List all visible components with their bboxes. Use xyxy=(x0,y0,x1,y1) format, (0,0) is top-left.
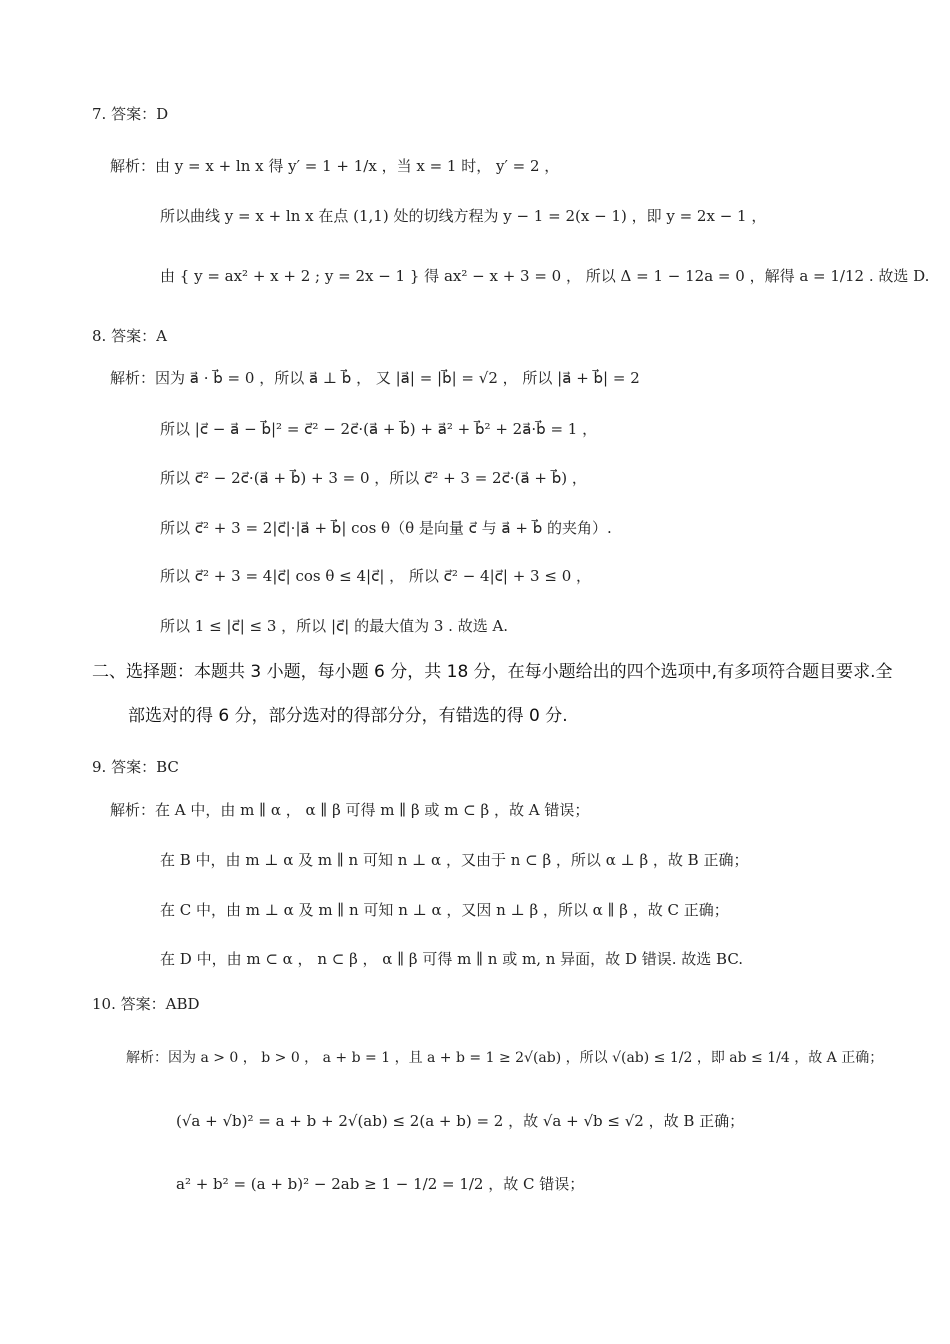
q8-analysis-line: 解析：因为 a⃗ · b⃗ = 0 ，所以 a⃗ ⊥ b⃗ ， 又 |a⃗| = |b⃗| = √2 ， 所以 |a⃗ + b⃗| = 2 xyxy=(110,369,640,387)
q10-analysis-line: (√a + √b)² = a + b + 2√(ab) ≤ 2(a + b) = 2 ，故 √a + √b ≤ √2 ，故 B 正确； xyxy=(176,1112,745,1130)
q9-analysis-line: 解析：在 A 中，由 m ∥ α ， α ∥ β 可得 m ∥ β 或 m ⊂ β ，故 A 错误； xyxy=(110,801,590,819)
q9-analysis-line: 在 C 中，由 m ⊥ α 及 m ∥ n 可知 n ⊥ α ，又因 n ⊥ β ，所以 α ∥ β ，故 C 正确； xyxy=(160,901,729,919)
section-heading: 二、选择题：本题共 3 小题，每小题 6 分，共 18 分，在每小题给出的四个选项中,有多项符合题目要求.全 xyxy=(92,662,893,682)
q9-analysis-line: 在 D 中，由 m ⊂ α ， n ⊂ β ， α ∥ β 可得 m ∥ n 或 m, n 异面，故 D 错误. 故选 BC. xyxy=(160,950,744,968)
q8-analysis-line: 所以 c⃗² + 3 = 4|c⃗| cos θ ≤ 4|c⃗| ， 所以 c⃗² − 4|c⃗| + 3 ≤ 0 ， xyxy=(160,567,592,585)
q8-answer: 8. 答案：A xyxy=(92,327,167,345)
q9-analysis-line: 在 B 中，由 m ⊥ α 及 m ∥ n 可知 n ⊥ α ，又由于 n ⊂ β ，所以 α ⊥ β ，故 B 正确； xyxy=(160,851,749,869)
q10-analysis-line: a² + b² = (a + b)² − 2ab ≥ 1 − 1/2 = 1/2 ，故 C 错误； xyxy=(176,1175,585,1193)
q9-answer: 9. 答案：BC xyxy=(92,758,179,776)
q7-analysis-line: 解析：由 y = x + ln x 得 y′ = 1 + 1/x ，当 x = 1 时， y′ = 2 ， xyxy=(110,157,560,175)
q10-analysis-line: 解析：因为 a > 0 ， b > 0 ， a + b = 1 ，且 a + b = 1 ≥ 2√(ab) ，所以 √(ab) ≤ 1/2 ，即 ab ≤ 1/4 ，故 A 正确； xyxy=(126,1050,884,1066)
q8-analysis-line: 所以 c⃗² − 2c⃗·(a⃗ + b⃗) + 3 = 0 ，所以 c⃗² + 3 = 2c⃗·(a⃗ + b⃗) ， xyxy=(160,469,587,487)
q7-analysis-line: 所以曲线 y = x + ln x 在点 (1,1) 处的切线方程为 y − 1 = 2(x − 1) ，即 y = 2x − 1 ， xyxy=(160,207,767,225)
q7-answer: 7. 答案：D xyxy=(92,105,169,123)
q7-analysis-line: 由 { y = ax² + x + 2 ; y = 2x − 1 } 得 ax² − x + 3 = 0 ， 所以 Δ = 1 − 12a = 0 ，解得 a = 1/12 . 故选 D. xyxy=(160,267,930,285)
q8-analysis-line: 所以 |c⃗ − a⃗ − b⃗|² = c⃗² − 2c⃗·(a⃗ + b⃗) + a⃗² + b⃗² + 2a⃗·b⃗ = 1 ， xyxy=(160,420,598,438)
q8-analysis-line: 所以 c⃗² + 3 = 2|c⃗|·|a⃗ + b⃗| cos θ（θ 是向量 c⃗ 与 a⃗ + b⃗ 的夹角）. xyxy=(160,519,612,537)
section-heading-continued: 部选对的得 6 分，部分选对的得部分分，有错选的得 0 分. xyxy=(128,706,568,726)
q10-answer: 10. 答案：ABD xyxy=(92,995,200,1013)
q8-analysis-line: 所以 1 ≤ |c⃗| ≤ 3 ，所以 |c⃗| 的最大值为 3 . 故选 A. xyxy=(160,617,509,635)
